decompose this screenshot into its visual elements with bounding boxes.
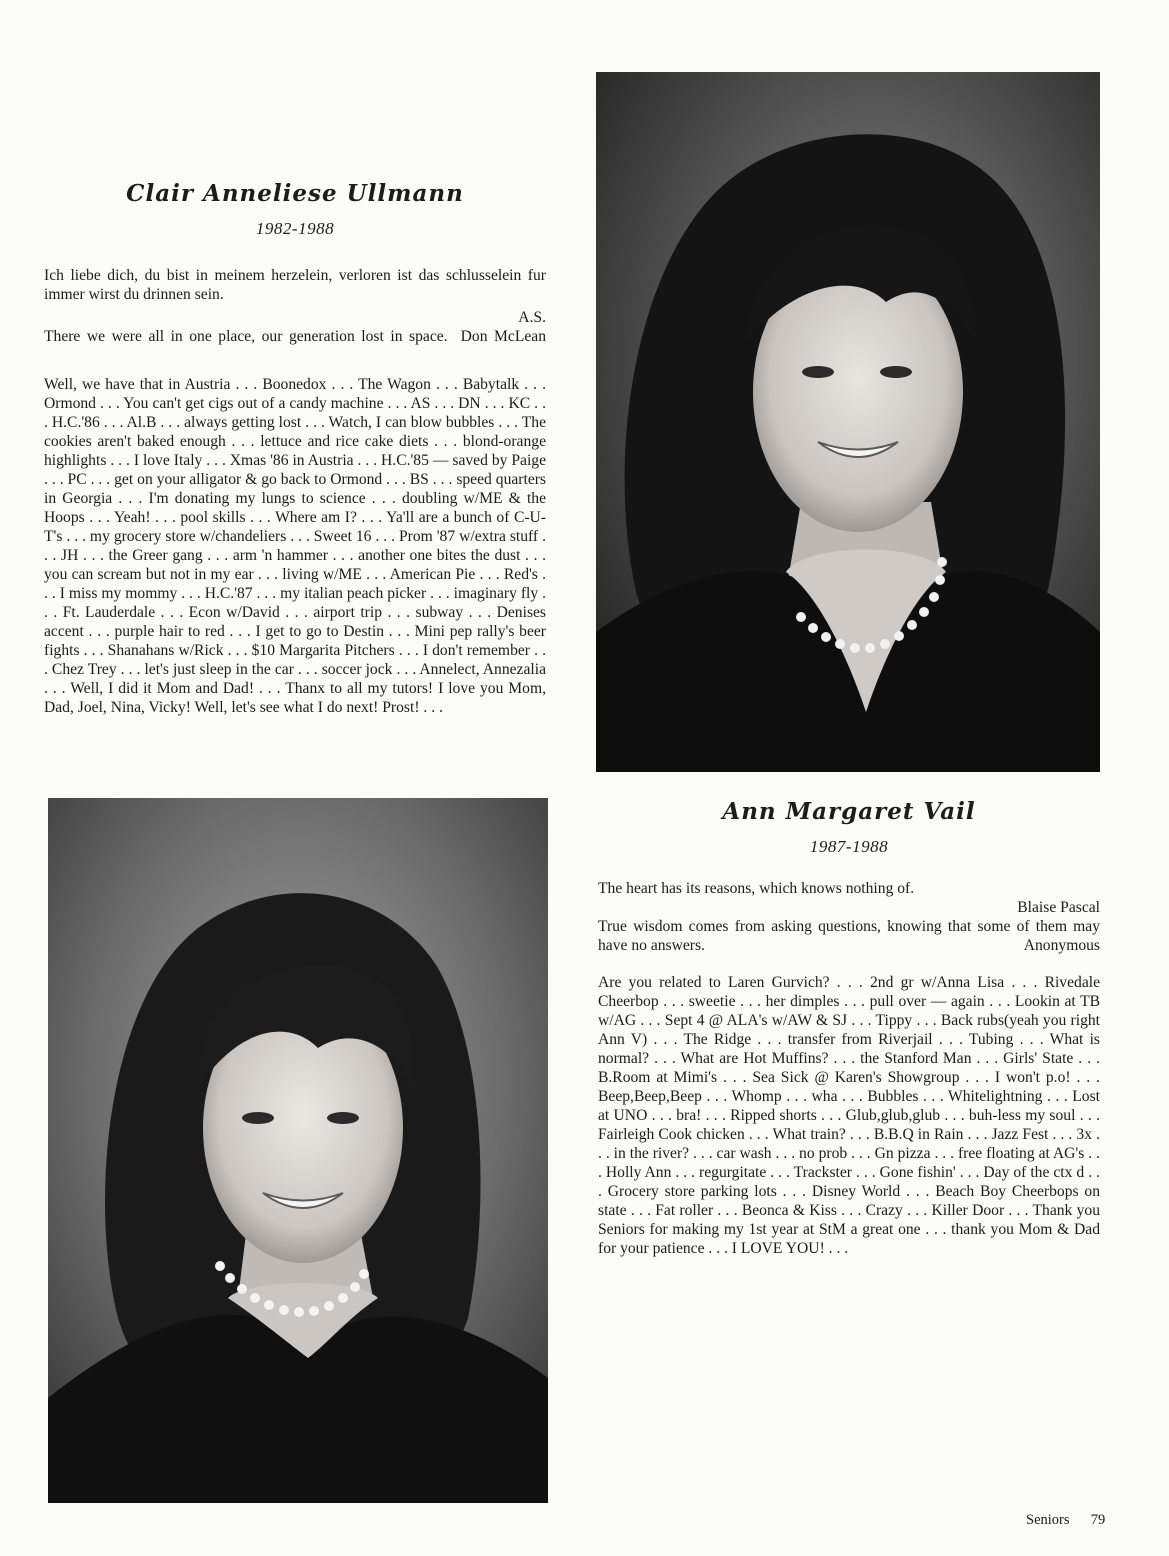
quote-text: The heart has its reasons, which knows nothing of. — [598, 880, 915, 897]
page-footer — [1026, 1512, 1136, 1529]
quote-text: Ich liebe dich, du bist in meinem herzelein, verloren ist das schlusselein fur immer wirst du drinnen sein. — [44, 267, 546, 303]
quote-text: There we were all in one place, our generation lost in space. Don McLean — [44, 328, 546, 345]
senior-entry-ullmann — [44, 180, 546, 717]
senior-years: 1987-1988 — [809, 837, 889, 856]
page-number: 79 — [1090, 1512, 1106, 1528]
senior-name: Ann Margaret Vail — [722, 798, 976, 825]
senior-years: 1982-1988 — [255, 219, 335, 238]
quote-attribution: Don McLean — [460, 328, 546, 345]
quote-text: True wisdom comes from asking questions, knowing that some of them may have no answers. — [598, 918, 1100, 954]
senior-message: Well, we have that in Austria . . . Boonedox . . . The Wagon . . . Babytalk . . . Ormond . . . You can't get cigs out of a candy machine . . . AS . . . DN . . . KC . . . H.C.'86 . . . Al.B . . . always getting lost . . . Watch, I can blow bubbles . . . The cookies aren't baked enough . . . lettuce and rice cake diets . . . blond-orange highlights . . . I love Italy . . . Xmas '86 in Austria . . . H.C.'85 — saved by Paige . . . PC . . . get on your alligator & go back to Ormond . . . BS . . . speed quarters in Georgia . . . I'm donating my lungs to science . . . doubling w/ME & the Hoops . . . Yeah! . . . pool skills . . . Where am I? . . . Ya'll are a bunch of C-U-T's . . . my grocery store w/chandeliers . . . Sweet 16 . . . Prom '87 w/extra stuff . . . JH . . . the Greer gang . . . arm 'n hammer . . . another one bites the dust . . . you can scream but not in my ear . . . living w/ME . . . American Pie . . . Red's . . . I miss my mommy . . . H.C.'87 . . . my italian peach picker . . . imaginary fly . . . Ft. Lauderdale . . . Econ w/David . . . airport trip . . . subway . . . Denises accent . . . purple hair to red . . . I get to go to Destin . . . Mini pep rally's beer fights . . . Shanahans w/Rick . . . $10 Margarita Pitchers . . . I don't remember . . . Chez Trey . . . let's just sleep in the car . . . soccer jock . . . Annelect, Annezalia . . . Well, I did it Mom and Dad! . . . Thanx to all my tutors! I love you Mom, Dad, Joel, Nina, Vicky! Well, let's see what I do next! Prost! . . . — [44, 376, 546, 716]
section-label: Seniors — [1026, 1512, 1070, 1528]
senior-message: Are you related to Laren Gurvich? . . . 2nd gr w/Anna Lisa . . . Rivedale Cheerbop . . . sweetie . . . her dimples . . . pull over — again . . . Lookin at TB w/AG . . . Sept 4 @ ALA's w/AW & SJ . . . Tippy . . . Back rubs(yeah you right Ann V) . . . The Ridge . . . transfer from Riverjail . . . Tubing . . . What is normal? . . . What are Hot Muffins? . . . the Stanford Man . . . Girls' State . . . B.Room at Mimi's . . . Sea Sick @ Karen's Showgroup . . . I won't p.o! . . . Beep,Beep,Beep . . . Whomp . . . wha . . . Bubbles . . . Whitelightning . . . Lost at UNO . . . bra! . . . Ripped shorts . . . Glub,glub,glub . . . buh-less my soul . . . Fairleigh Cook chicken . . . What train? . . . B.B.Q in Rain . . . Jazz Fest . . . 3x . . . in the river? . . . car wash . . . no prob . . . Gn pizza . . . free floating at AG's . . . Holly Ann . . . regurgitate . . . Trackster . . . Gone fishin' . . . Day of the ctx d . . . Grocery store parking lots . . . Disney World . . . Beach Boy Cheerbops on state . . . Fat roller . . . Beonca & Kiss . . . Crazy . . . Killer Door . . . Thank you Seniors for making my 1st year at StM a great one . . . thank you Mom & Dad for your patience . . . I LOVE YOU! . . . — [598, 974, 1100, 1257]
quote-attribution: Blaise Pascal — [1017, 899, 1100, 916]
quote-attribution: A.S. — [518, 309, 546, 326]
senior-name: Clair Anneliese Ullmann — [126, 180, 464, 207]
quote-attribution: Anonymous — [1023, 937, 1100, 954]
portrait-photo-ullmann — [48, 798, 548, 1503]
portrait-photo-vail — [596, 72, 1100, 772]
senior-entry-vail — [598, 798, 1100, 1258]
